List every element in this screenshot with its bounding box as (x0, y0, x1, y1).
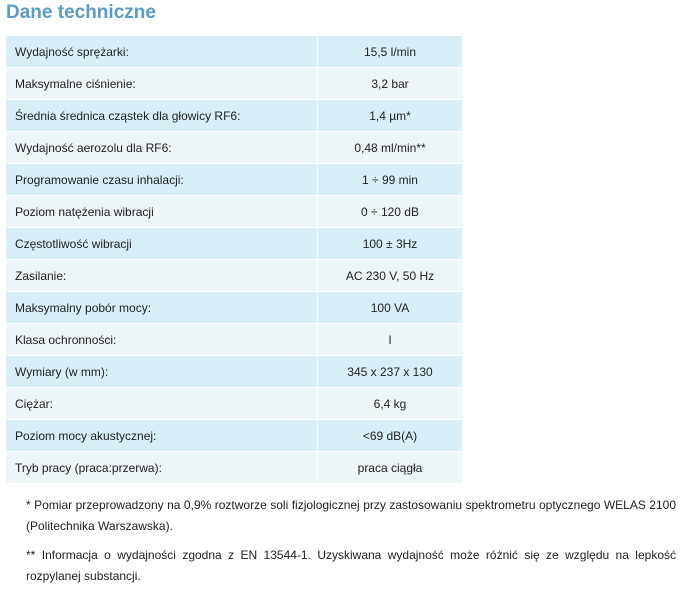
spec-table (6, 36, 462, 484)
spec-value: 100 ± 3Hz (318, 228, 462, 260)
spec-value: 6,4 kg (318, 388, 462, 420)
table-row (6, 228, 462, 260)
spec-value: 100 VA (318, 292, 462, 324)
spec-value: praca ciągła (318, 452, 462, 484)
spec-value: I (318, 324, 462, 356)
spec-value: <69 dB(A) (318, 420, 462, 452)
spec-value: AC 230 V, 50 Hz (318, 260, 462, 292)
table-row (6, 100, 462, 132)
table-row (6, 260, 462, 292)
table-row (6, 452, 462, 484)
spec-label: Ciężar: (6, 388, 318, 420)
spec-label: Tryb pracy (praca:przerwa): (6, 452, 318, 484)
spec-label: Klasa ochronności: (6, 324, 318, 356)
spec-label: Wydajność sprężarki: (6, 36, 318, 68)
table-row (6, 388, 462, 420)
spec-label: Częstotliwość wibracji (6, 228, 318, 260)
table-row (6, 324, 462, 356)
footnote-measurement: * Pomiar przeprowadzony na 0,9% roztworze soli fizjologicznej przy zastosowaniu spektrometru optycznego WELAS 2100 (Politechnika Warszawska). (26, 498, 676, 533)
table-row (6, 68, 462, 100)
spec-label: Wymiary (w mm): (6, 356, 318, 388)
spec-label: Maksymalny pobór mocy: (6, 292, 318, 324)
spec-label: Poziom natężenia wibracji (6, 196, 318, 228)
spec-value: 0 ÷ 120 dB (318, 196, 462, 228)
table-row (6, 356, 462, 388)
table-row (6, 164, 462, 196)
table-row (6, 132, 462, 164)
spec-value: 1,4 µm* (318, 100, 462, 132)
table-row (6, 420, 462, 452)
spec-value: 15,5 l/min (318, 36, 462, 68)
spec-value: 0,48 ml/min** (318, 132, 462, 164)
table-row (6, 292, 462, 324)
spec-value: 1 ÷ 99 min (318, 164, 462, 196)
page-title: Dane techniczne (6, 2, 156, 23)
spec-label: Średnia średnica cząstek dla głowicy RF6: (6, 100, 318, 132)
spec-label: Zasilanie: (6, 260, 318, 292)
spec-label: Poziom mocy akustycznej: (6, 420, 318, 452)
spec-value: 3,2 bar (318, 68, 462, 100)
table-row (6, 196, 462, 228)
spec-label: Wydajność aerozolu dla RF6: (6, 132, 318, 164)
footnote-efficiency: ** Informacja o wydajności zgodna z EN 13544-1. Uzyskiwana wydajność może różnić się ze względu na lepkość rozpylanej substancji. (26, 548, 676, 583)
spec-label: Programowanie czasu inhalacji: (6, 164, 318, 196)
spec-label: Maksymalne ciśnienie: (6, 68, 318, 100)
spec-value: 345 x 237 x 130 (318, 356, 462, 388)
table-row (6, 36, 462, 68)
